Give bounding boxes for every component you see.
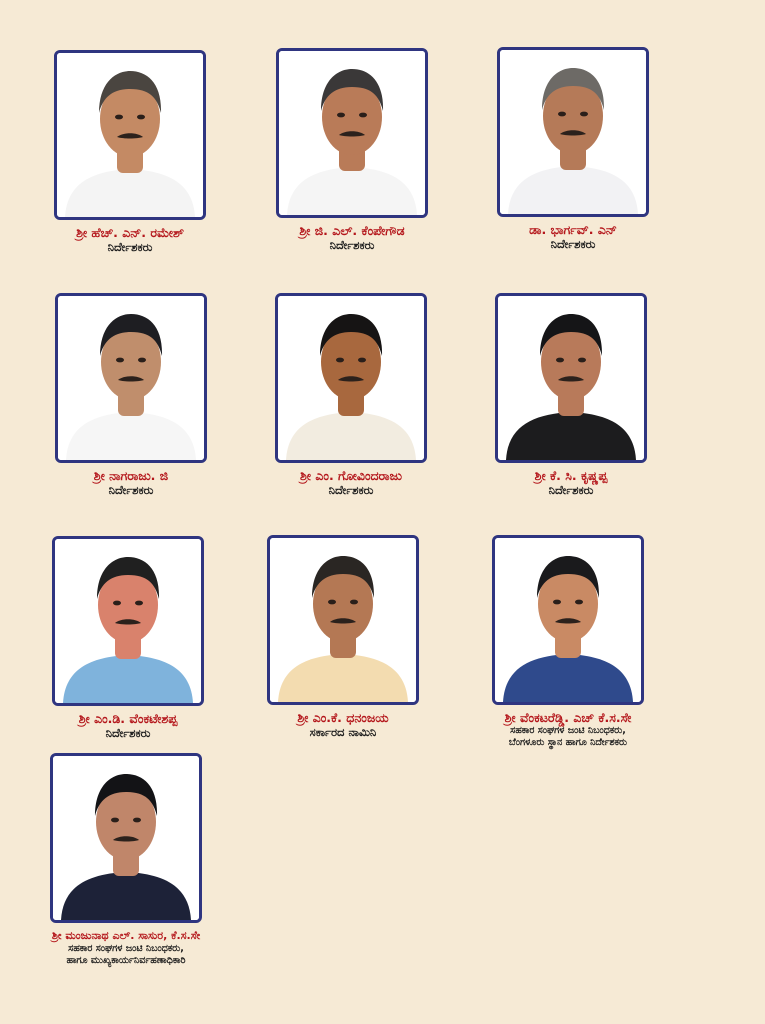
eye-right: [138, 358, 146, 363]
member-role: ಸಹಕಾರ ಸಂಘಗಳ ಜಂಟಿ ನಿಬಂಧಕರು,: [68, 943, 184, 954]
member-name: ಶ್ರೀ ಎಂ.ಕೆ. ಧನಂಜಯ: [297, 710, 389, 725]
eye-left: [113, 601, 121, 606]
member-name: ಶ್ರೀ ನಾಗರಾಜು. ಜಿ: [93, 468, 169, 483]
portrait-image: [58, 296, 204, 460]
member-name: ಶ್ರೀ ಜಿ. ಎಲ್. ಕೆಂಪೇಗೌಡ: [299, 223, 405, 238]
eye-left: [553, 600, 561, 605]
member-name: ಶ್ರೀ ಹೆಚ್. ಎನ್. ರಮೇಶ್: [76, 225, 184, 240]
member-card-7: [52, 536, 204, 741]
eye-left: [116, 358, 124, 363]
eye-right: [359, 113, 367, 118]
eye-left: [115, 115, 123, 120]
member-card-9: [492, 535, 644, 749]
member-card-4: [55, 293, 207, 498]
eye-left: [556, 358, 564, 363]
portrait-image: [270, 538, 416, 702]
member-photo: [276, 48, 428, 218]
portrait-image: [57, 53, 203, 217]
portrait-image: [500, 50, 646, 214]
member-photo: [275, 293, 427, 463]
member-role: ನಿರ್ದೇಶಕರು: [550, 237, 596, 251]
eye-right: [350, 600, 358, 605]
member-photo: [54, 50, 206, 220]
eye-right: [137, 115, 145, 120]
member-role: ನಿರ್ದೇಶಕರು: [108, 483, 154, 497]
eye-right: [578, 358, 586, 363]
eye-right: [580, 112, 588, 117]
member-role: ಹಾಗೂ ಮುಖ್ಯಕಾರ್ಯನಿರ್ವಹಣಾಧಿಕಾರಿ: [66, 955, 186, 966]
member-role: ನಿರ್ದೇಶಕರು: [107, 240, 153, 254]
member-card-10: [50, 753, 202, 967]
member-card-3: [497, 47, 649, 252]
member-photo: [492, 535, 644, 705]
member-card-5: [275, 293, 427, 498]
portrait-image: [495, 538, 641, 702]
eye-left: [328, 600, 336, 605]
member-role: ನಿರ್ದೇಶಕರು: [105, 726, 151, 740]
eye-right: [575, 600, 583, 605]
member-photo: [497, 47, 649, 217]
member-role: ನಿರ್ದೇಶಕರು: [548, 483, 594, 497]
member-card-1: [54, 50, 206, 255]
eye-right: [133, 818, 141, 823]
member-photo: [55, 293, 207, 463]
member-card-8: [267, 535, 419, 740]
eye-right: [358, 358, 366, 363]
member-photo: [52, 536, 204, 706]
eye-left: [336, 358, 344, 363]
member-role: ಸರ್ಕಾರದ ನಾಮಿನಿ: [309, 725, 377, 739]
portrait-image: [53, 756, 199, 920]
portrait-image: [55, 539, 201, 703]
member-card-2: [276, 48, 428, 253]
eye-left: [111, 818, 119, 823]
member-name: ಶ್ರೀ ಕೆ. ಸಿ. ಕೃಷ್ಣಪ್ಪ: [534, 468, 608, 483]
member-photo: [50, 753, 202, 923]
member-name: ಡಾ. ಭಾರ್ಗವ್. ಎನ್: [529, 222, 617, 237]
member-name: ಶ್ರೀ ಎಂ.ಡಿ. ವೆಂಕಟೇಶಪ್ಪ: [78, 711, 178, 726]
eye-left: [337, 113, 345, 118]
member-photo: [267, 535, 419, 705]
member-card-6: [495, 293, 647, 498]
portrait-image: [498, 296, 644, 460]
portrait-image: [279, 51, 425, 215]
portrait-image: [278, 296, 424, 460]
member-role: ನಿರ್ದೇಶಕರು: [328, 483, 374, 497]
member-photo: [495, 293, 647, 463]
eye-right: [135, 601, 143, 606]
member-name: ಶ್ರೀ ವೆಂಕಟರೆಡ್ಡಿ. ಎಚ್ ಕೆ.ಸ.ಸೇ: [504, 710, 632, 725]
member-name: ಶ್ರೀ ಎಂ. ಗೋವಿಂದರಾಜು: [300, 468, 402, 483]
member-role: ನಿರ್ದೇಶಕರು: [329, 238, 375, 252]
member-name: ಶ್ರೀ ಮಂಜುನಾಥ ಎಲ್. ಸಾಸುರ, ಕೆ.ಸ.ಸೇ: [51, 929, 201, 942]
member-role: ಬೆಂಗಳೂರು ಸ್ಥಾನ ಹಾಗೂ ನಿರ್ದೇಶಕರು: [508, 737, 628, 748]
eye-left: [558, 112, 566, 117]
member-role: ಸಹಕಾರ ಸಂಘಗಳ ಜಂಟಿ ನಿಬಂಧಕರು,: [510, 725, 626, 736]
